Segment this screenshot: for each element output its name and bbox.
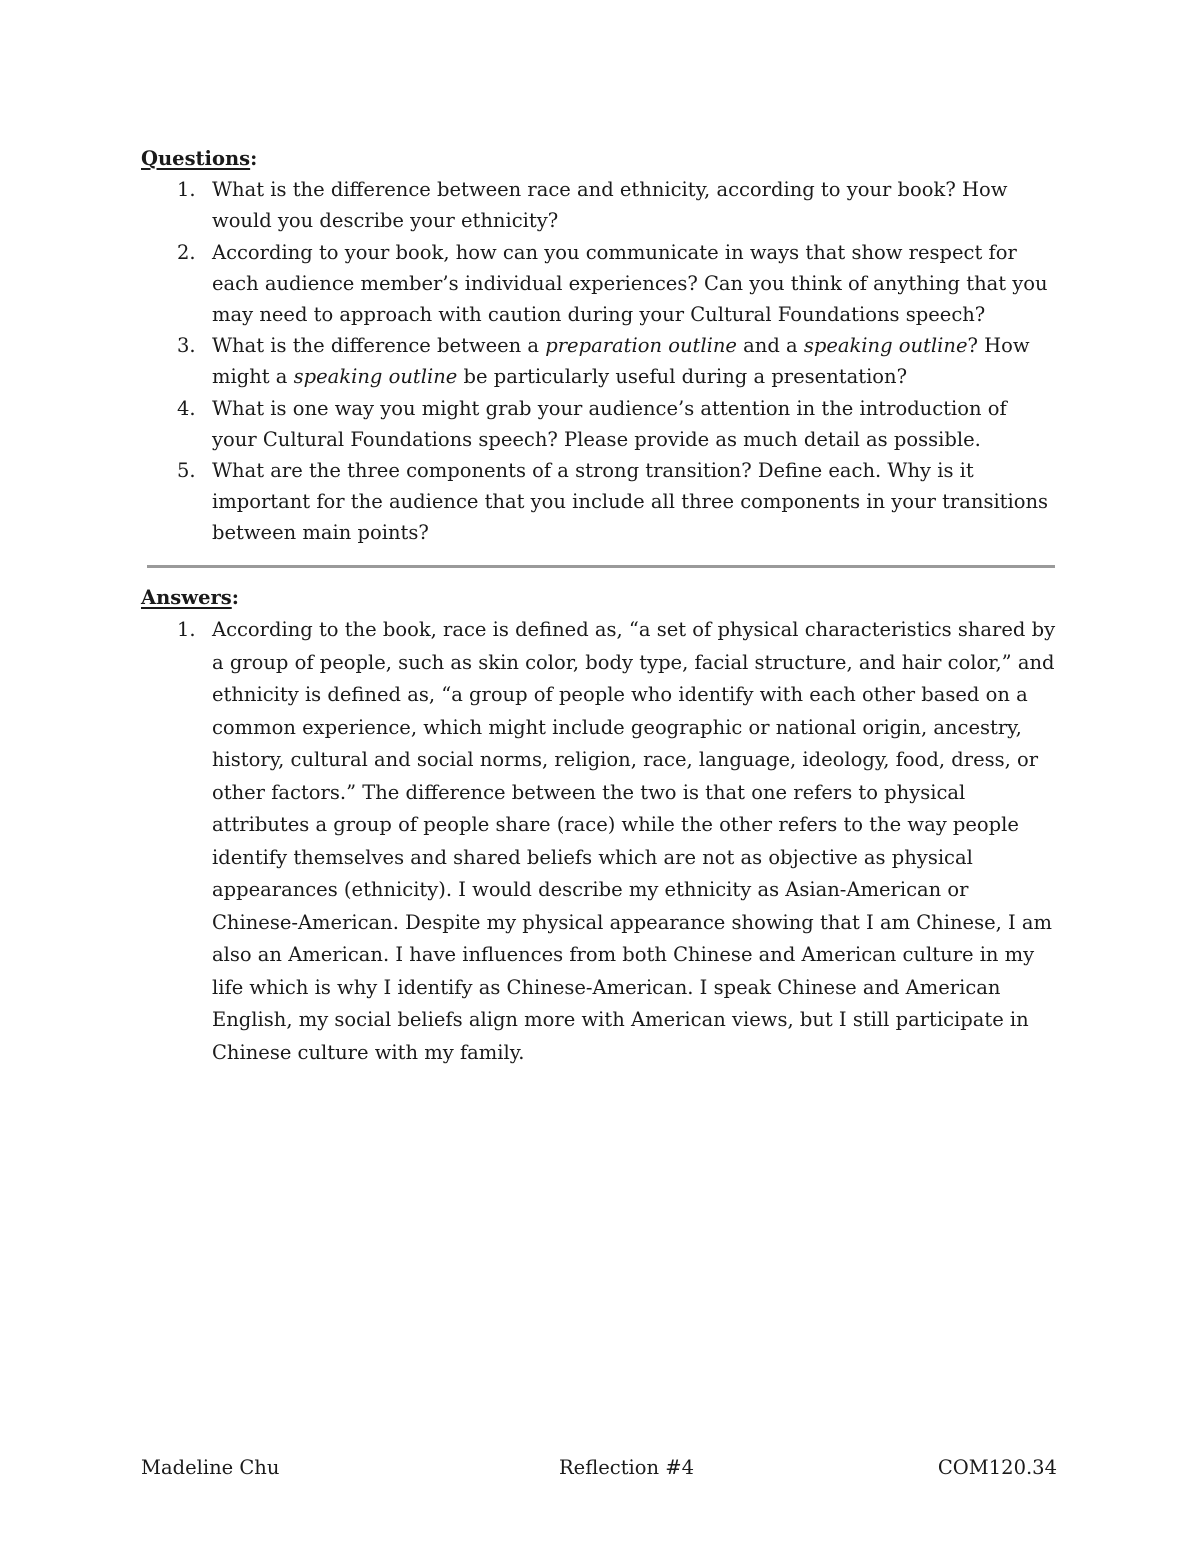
list-number: 4. [177, 396, 196, 420]
footer-author: Madeline Chu [141, 1456, 280, 1479]
question-text-part: ? How might a [212, 334, 1030, 389]
answers-heading-line [141, 582, 1057, 615]
questions-list [141, 174, 1057, 548]
answers-heading: Answers [141, 585, 232, 609]
question-emphasis: speaking outline [293, 365, 458, 389]
answer-item-1 [141, 614, 1057, 1069]
list-number: 1. [177, 618, 196, 642]
footer-course: COM120.34 [937, 1456, 1057, 1479]
question-text-part: What is the difference between a [212, 334, 546, 358]
page-footer [141, 1452, 1057, 1484]
question-item-2 [141, 237, 1057, 331]
footer-title: Reflection #4 [559, 1456, 695, 1479]
questions-heading-line [141, 143, 1057, 174]
questions-heading-colon: : [250, 147, 258, 170]
list-number: 1. [177, 178, 196, 202]
document-body [141, 143, 1057, 1069]
list-number: 3. [177, 334, 196, 358]
question-item-4 [141, 393, 1057, 455]
question-item-1 [141, 174, 1057, 236]
answers-section [141, 582, 1057, 1070]
answer-text: According to the book, race is defined as, “a set of physical characteristics shared by a group of people, such as skin color, body type, facial structure, and hair color,” and ethnicity is defined as, “a group of people who identify with each other based on a common experience, which might include geographic or national origin, ancestry, history, cultural and social norms, religion, race, language, ideology, food, dress, or other factors.” The difference between the two is that one refers to physical attributes a group of people share (race) while the other refers to the way people identify themselves and shared beliefs which are not as objective as physical appearances (ethnicity). I would describe my ethnicity as Asian-American or Chinese-American. Despite my physical appearance showing that I am Chinese, I am also an American. I have influences from both Chinese and American culture in my life which is why I identify as Chinese-American. I speak Chinese and American English, my social beliefs align more with American views, but I still participate in Chinese culture with my family. [212, 618, 1056, 1064]
list-number: 2. [177, 240, 196, 264]
question-text: What are the three components of a strong transition? Define each. Why is it important for the audience that you include all three components in your transitions between main points? [212, 459, 1049, 545]
question-text-part: and a [736, 334, 804, 358]
question-item-3 [141, 330, 1057, 392]
section-divider [147, 565, 1055, 568]
question-text: What is one way you might grab your audience’s attention in the introduction of your Cultural Foundations speech? Please provide as much detail as possible. [212, 396, 1007, 451]
answers-list [141, 614, 1057, 1069]
answers-heading-colon: : [231, 585, 239, 609]
question-item-5 [141, 455, 1057, 549]
questions-heading: Questions [141, 147, 251, 170]
list-number: 5. [177, 459, 196, 483]
question-text: What is the difference between race and ethnicity, according to your book? How would you describe your ethnicity? [212, 178, 1008, 233]
question-emphasis: preparation outline [545, 334, 737, 358]
question-text-part: be particularly useful during a presentation? [457, 365, 908, 389]
question-emphasis: speaking outline [803, 334, 968, 358]
question-text: According to your book, how can you communicate in ways that show respect for each audience member’s individual experiences? Can you think of anything that you may need to approach with caution during your Cultural Foundations speech? [212, 240, 1048, 327]
